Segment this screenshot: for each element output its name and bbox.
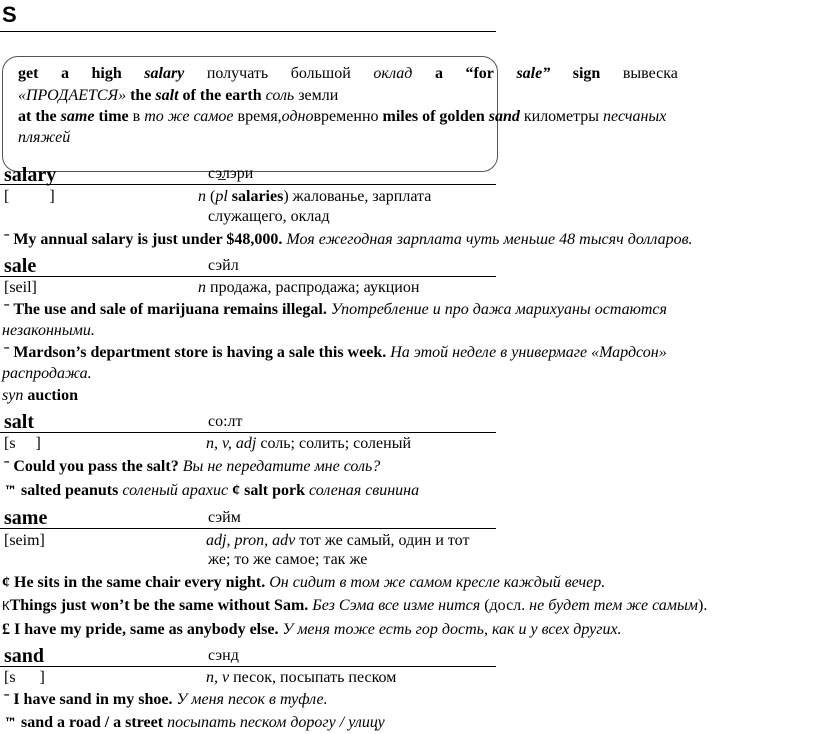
ipa-sand: [s ] <box>4 669 45 686</box>
example-ru: Он сидит в том же самом кресле каждый вечер. <box>269 574 606 591</box>
pos: n <box>198 279 206 296</box>
phrase-marker-icon: ™ <box>4 716 17 731</box>
box-word: вывеска <box>622 65 678 82</box>
example-ru: Вы не передатите мне соль? <box>182 458 381 475</box>
translation: жалованье, зарплата <box>292 188 432 205</box>
phrases-salt <box>4 483 419 499</box>
paren: ( <box>210 188 216 205</box>
pos: n <box>198 188 206 205</box>
definition-salary-1 <box>198 189 431 205</box>
box-word: sign <box>572 65 601 82</box>
translation: продажа, распродажа; аукцион <box>210 279 420 296</box>
definition-same-1 <box>206 533 469 549</box>
ipa-same: [seim] <box>4 532 45 549</box>
pronunciation-same: сэйм <box>208 509 241 526</box>
example-en: Could you pass the salt? <box>13 458 179 475</box>
pos: n, v <box>206 669 230 686</box>
example-en: The use and sale of marijuana remains illegal. <box>13 301 327 318</box>
phrase-ru: посыпать песком дорогу / улицу <box>167 714 385 731</box>
box-text: sand <box>488 108 520 125</box>
note: ). <box>698 597 708 614</box>
box-text: земли <box>298 87 339 104</box>
phrase-sand <box>4 715 385 731</box>
example-ru: Моя ежегодная зарплата чуть меньше 48 тысяч долларов. <box>286 231 693 248</box>
pos: pl <box>215 188 228 205</box>
box-word: get <box>18 65 39 82</box>
box-line-2 <box>18 88 338 104</box>
box-text: в <box>132 108 141 125</box>
example-sale-2-cont: распродажа. <box>2 365 92 382</box>
definition-sand <box>206 670 396 686</box>
box-text: miles of golden <box>382 108 485 125</box>
example-en: Mardson’s department store is having a sale this week. <box>13 344 387 361</box>
headword-salt: salt <box>4 411 34 433</box>
example-ru: Без Сэма все изме нится <box>312 597 481 614</box>
ipa-salary: [ ] <box>4 188 55 205</box>
pronunciation-sale: сэйл <box>208 257 239 274</box>
pronunciation-sand: сэнд <box>208 647 239 664</box>
box-word: получать <box>206 65 269 82</box>
note: (досл. <box>484 597 526 614</box>
example-en: My annual salary is just under $48,000. <box>13 231 283 248</box>
rule-sale <box>0 276 496 277</box>
example-en: I have sand in my shoe. <box>13 691 173 708</box>
example-salt-1 <box>4 459 380 475</box>
box-text: same <box>60 108 95 125</box>
box-text: песчаных <box>603 108 667 125</box>
example-ru: У меня песок в туфле. <box>176 691 328 708</box>
plural: salaries <box>231 188 284 205</box>
box-text: одно <box>281 108 314 125</box>
box-text: временно <box>313 108 379 125</box>
box-word: a <box>60 65 69 82</box>
definition-same-2: же; то же самое; так же <box>208 551 368 568</box>
example-ru: У меня тоже есть гор дость, как и у всех других. <box>282 621 622 638</box>
bullet-icon: ¢ <box>2 574 10 591</box>
box-line-1 <box>18 66 678 82</box>
pos: n, v, adj <box>206 435 257 452</box>
syn-word: auction <box>27 387 78 404</box>
example-sale-2 <box>4 345 667 361</box>
phrase-ru: соленая свинина <box>309 482 420 499</box>
bullet-icon: К <box>2 598 10 613</box>
example-en: I have my pride, same as anybody else. <box>14 621 279 638</box>
rule-sand <box>0 666 496 667</box>
example-same-1 <box>2 575 605 591</box>
headword-same: same <box>4 507 48 529</box>
rule-same <box>0 528 496 529</box>
pronunciation-salary: сэ̲лэри <box>208 165 254 182</box>
headword-sale: sale <box>4 255 37 277</box>
example-sale-1-cont: незаконными. <box>2 322 95 339</box>
note: не будет тем же самым <box>529 597 699 614</box>
bullet-icon: ˉ <box>4 231 10 248</box>
translation: тот же самый, один и тот <box>299 532 470 549</box>
synonym-sale <box>2 388 78 404</box>
header-rule <box>0 31 496 32</box>
example-sale-1 <box>4 302 667 318</box>
headword-salary: salary <box>4 164 57 186</box>
phrase-en: salted peanuts <box>21 482 119 499</box>
phrase-en: sand a road / a street <box>21 714 164 731</box>
example-en: Things just won’t be the same without Sam. <box>9 597 309 614</box>
ipa-salt: [s ] <box>4 435 41 452</box>
phrase-marker-icon: ¢ <box>232 482 241 499</box>
box-text: salt <box>155 87 179 104</box>
box-word: sale” <box>516 65 551 82</box>
bullet-icon: ˉ <box>4 458 10 475</box>
bullet-icon: ˉ <box>4 301 10 318</box>
box-word: оклад <box>373 65 413 82</box>
box-text: километры <box>523 108 600 125</box>
example-same-3 <box>2 622 622 638</box>
ipa-sale: [seil] <box>4 279 37 296</box>
box-text: время, <box>237 108 282 125</box>
phrase-ru: соленый арахис <box>122 482 229 499</box>
box-text: time <box>98 108 129 125</box>
definition-salt <box>206 436 411 452</box>
headword-sand: sand <box>4 645 45 667</box>
section-letter: S <box>2 2 17 27</box>
bullet-icon: ˉ <box>4 344 10 361</box>
definition-salary-2: служащего, оклад <box>208 208 330 225</box>
paren: ) <box>283 188 289 205</box>
box-text: «ПРОДАЕТСЯ» <box>18 87 127 104</box>
box-word: high <box>91 65 122 82</box>
example-salary <box>4 232 693 248</box>
example-ru: На этой неделе в универмаге «Мардсон» <box>390 344 667 361</box>
definition-sale <box>198 280 419 296</box>
phrase-en: salt pork <box>244 482 306 499</box>
box-word: “for <box>465 65 494 82</box>
box-word: salary <box>144 65 185 82</box>
example-same-2 <box>2 598 707 614</box>
box-text: the <box>130 87 152 104</box>
rule-salary <box>0 184 496 185</box>
example-sand-1 <box>4 692 328 708</box>
box-text: то же самое <box>144 108 234 125</box>
pronunciation-salt: со:лт <box>208 413 243 430</box>
syn-label: syn <box>2 387 24 404</box>
box-word: большой <box>290 65 351 82</box>
translation: песок, посыпать песком <box>233 669 397 686</box>
box-line-4: пляжей <box>18 129 71 146</box>
bullet-icon: ˉ <box>4 691 10 708</box>
box-word: a <box>434 65 443 82</box>
example-ru: Употребление и про дажа марихуаны остаются <box>330 301 667 318</box>
rule-salt <box>0 432 496 433</box>
box-text: соль <box>265 87 295 104</box>
box-line-3 <box>18 109 666 125</box>
phrase-marker-icon: ™ <box>4 484 17 499</box>
pos: adj, pron, adv <box>206 532 296 549</box>
translation: соль; солить; соленый <box>260 435 411 452</box>
box-text: at the <box>18 108 57 125</box>
example-en: He sits in the same chair every night. <box>14 574 266 591</box>
box-text: of the earth <box>182 87 262 104</box>
bullet-icon: £ <box>2 621 10 638</box>
